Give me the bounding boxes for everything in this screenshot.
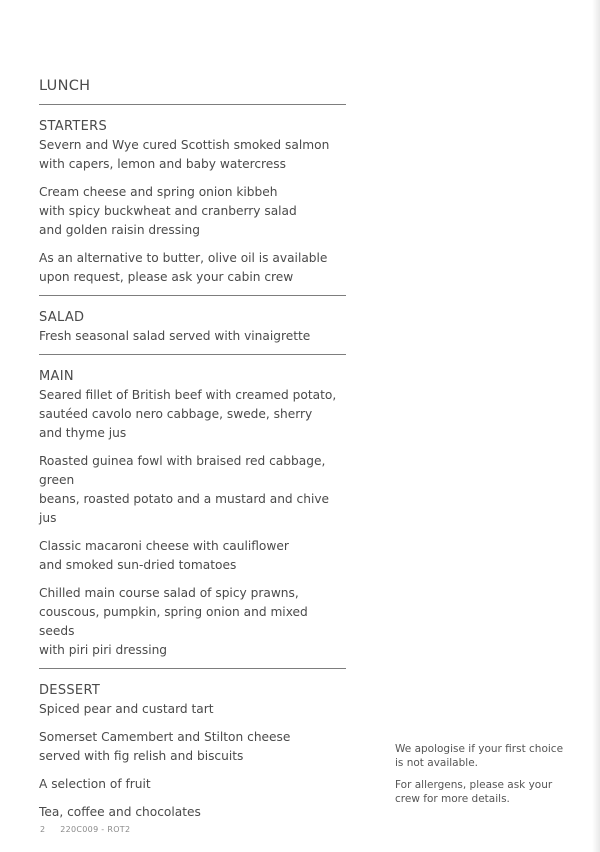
section-heading-main: MAIN — [39, 369, 74, 384]
menu-note-olive-oil: As an alternative to butter, olive oil is available upon request, please ask your cabin crew — [39, 251, 328, 284]
allergen-note: For allergens, please ask your crew for more details. — [395, 779, 553, 805]
lunch-menu — [39, 76, 346, 830]
section-heading-starters: STARTERS — [39, 119, 108, 134]
menu-item: Tea, coffee and chocolates — [39, 805, 201, 819]
page-number: 2 — [40, 825, 46, 834]
menu-item: Fresh seasonal salad served with vinaigrette — [39, 329, 311, 343]
menu-item: Seared fillet of British beef with creamed potato, sautéed cavolo nero cabbage, swede, sherry and thyme jus — [39, 388, 337, 440]
menu-item: Chilled main course salad of spicy prawns, couscous, pumpkin, spring onion and mixed seeds with piri piri dressing — [39, 586, 308, 657]
section-starters — [39, 105, 346, 296]
menu-item: Roasted guinea fowl with braised red cabbage, green beans, roasted potato and a mustard and chive jus — [39, 454, 330, 525]
menu-item: Cream cheese and spring onion kibbeh with spicy buckwheat and cranberry salad and golden raisin dressing — [39, 185, 297, 237]
menu-title: LUNCH — [39, 76, 346, 105]
section-main — [39, 355, 346, 669]
menu-item: Spiced pear and custard tart — [39, 702, 214, 716]
section-dessert — [39, 669, 346, 830]
document-code: 220C009 - ROT2 — [60, 825, 131, 834]
apology-note: We apologise if your first choice is not available. — [395, 743, 564, 769]
service-notes — [395, 743, 575, 815]
menu-item: Somerset Camembert and Stilton cheese served with fig relish and biscuits — [39, 730, 291, 763]
section-salad — [39, 296, 346, 355]
menu-item: A selection of fruit — [39, 777, 151, 791]
page-footer — [40, 825, 130, 834]
page-edge-shadow — [592, 0, 600, 852]
section-heading-salad: SALAD — [39, 310, 85, 325]
section-heading-dessert: DESSERT — [39, 683, 101, 698]
menu-item: Severn and Wye cured Scottish smoked salmon with capers, lemon and baby watercress — [39, 138, 330, 171]
menu-item: Classic macaroni cheese with cauliflower and smoked sun-dried tomatoes — [39, 539, 289, 572]
